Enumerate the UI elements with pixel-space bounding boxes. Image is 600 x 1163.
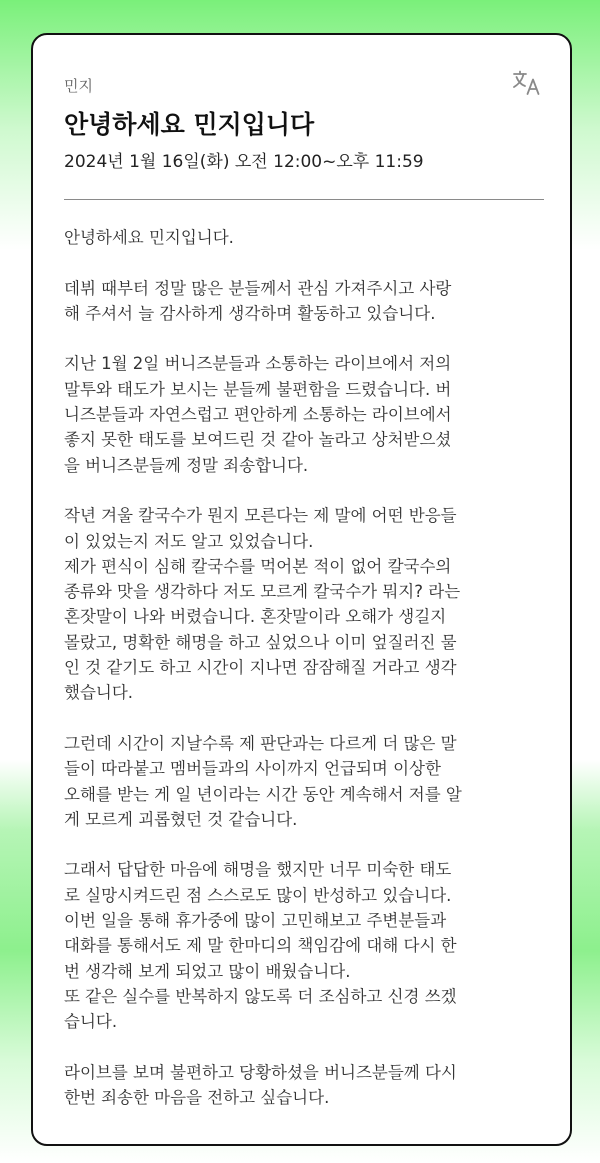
body-line: 좋지 못한 태도를 보여드린 것 같아 놀라고 상처받으셨 — [64, 430, 452, 450]
body-line: 오해를 받는 게 일 년이라는 시간 동안 계속해서 저를 알 — [64, 784, 462, 804]
body-line: 인 것 같기도 하고 시간이 지나면 잠잠해질 거라고 생각 — [64, 658, 457, 678]
body-line: 라이브를 보며 불편하고 당황하셨을 버니즈분들께 다시 — [64, 1062, 457, 1082]
body-line: 번 생각해 보게 되었고 많이 배웠습니다. — [64, 961, 351, 981]
body-line: 이번 일을 통해 휴가중에 많이 고민해보고 주변분들과 — [64, 911, 447, 931]
body-paragraph — [64, 225, 546, 250]
author-name: 민지 — [64, 77, 93, 95]
post-body — [64, 225, 546, 1110]
body-line: 작년 겨울 칼국수가 뭔지 모른다는 제 말에 어떤 반응들 — [64, 506, 457, 526]
body-line: 데뷔 때부터 정말 많은 분들께서 관심 가져주시고 사랑 — [64, 278, 452, 298]
body-paragraph — [64, 503, 546, 705]
body-line: 제가 편식이 심해 칼국수를 먹어본 적이 없어 칼국수의 — [64, 556, 452, 576]
translate-button[interactable] — [512, 69, 542, 97]
post-datetime: 2024년 1월 16일(화) 오전 12:00~오후 11:59 — [64, 152, 424, 172]
body-line: 종류와 맛을 생각하다 저도 모르게 칼국수가 뭐지? 라는 — [64, 582, 461, 602]
body-line: 대화를 통해서도 제 말 한마디의 책임감에 대해 다시 한 — [64, 936, 457, 956]
body-line: 몰랐고, 명확한 해명을 하고 싶었으나 이미 엎질러진 물 — [64, 632, 457, 652]
body-line: 지난 1월 2일 버니즈분들과 소통하는 라이브에서 저의 — [64, 354, 452, 374]
body-paragraph — [64, 731, 546, 832]
body-line: 로 실망시켜드린 점 스스로도 많이 반성하고 있습니다. — [64, 885, 452, 905]
body-line: 혼잣말이 나와 버렸습니다. 혼잣말이라 오해가 생길지 — [64, 607, 447, 627]
body-line: 말투와 태도가 보시는 분들께 불편함을 드렸습니다. 버 — [64, 379, 452, 399]
post-card — [31, 33, 572, 1146]
body-line: 한번 죄송한 마음을 전하고 싶습니다. — [64, 1088, 330, 1108]
body-paragraph — [64, 857, 546, 1034]
body-line: 했습니다. — [64, 683, 134, 703]
body-line: 그래서 답답한 마음에 해명을 했지만 너무 미숙한 태도 — [64, 860, 452, 880]
divider — [64, 199, 544, 200]
post-title: 안녕하세요 민지입니다 — [64, 110, 315, 139]
body-line: 안녕하세요 민지입니다. — [64, 228, 234, 247]
body-line: 니즈분들과 자연스럽고 편안하게 소통하는 라이브에서 — [64, 405, 452, 425]
body-line: 들이 따라붙고 멤버들과의 사이까지 언급되며 이상한 — [64, 759, 441, 779]
body-paragraph — [64, 1060, 546, 1111]
body-line: 또 같은 실수를 반복하지 않도록 더 조심하고 신경 쓰겠 — [64, 986, 457, 1006]
body-line: 해 주셔서 늘 감사하게 생각하며 활동하고 있습니다. — [64, 303, 436, 323]
body-line: 그런데 시간이 지날수록 제 판단과는 다르게 더 많은 말 — [64, 733, 457, 753]
body-paragraph — [64, 351, 546, 477]
body-line: 이 있었는지 저도 알고 있었습니다. — [64, 531, 314, 551]
body-line: 게 모르게 괴롭혔던 것 같습니다. — [64, 809, 298, 829]
body-line: 습니다. — [64, 1012, 118, 1032]
translate-icon — [512, 69, 542, 97]
body-paragraph — [64, 276, 546, 327]
body-line: 을 버니즈분들께 정말 죄송합니다. — [64, 455, 309, 475]
